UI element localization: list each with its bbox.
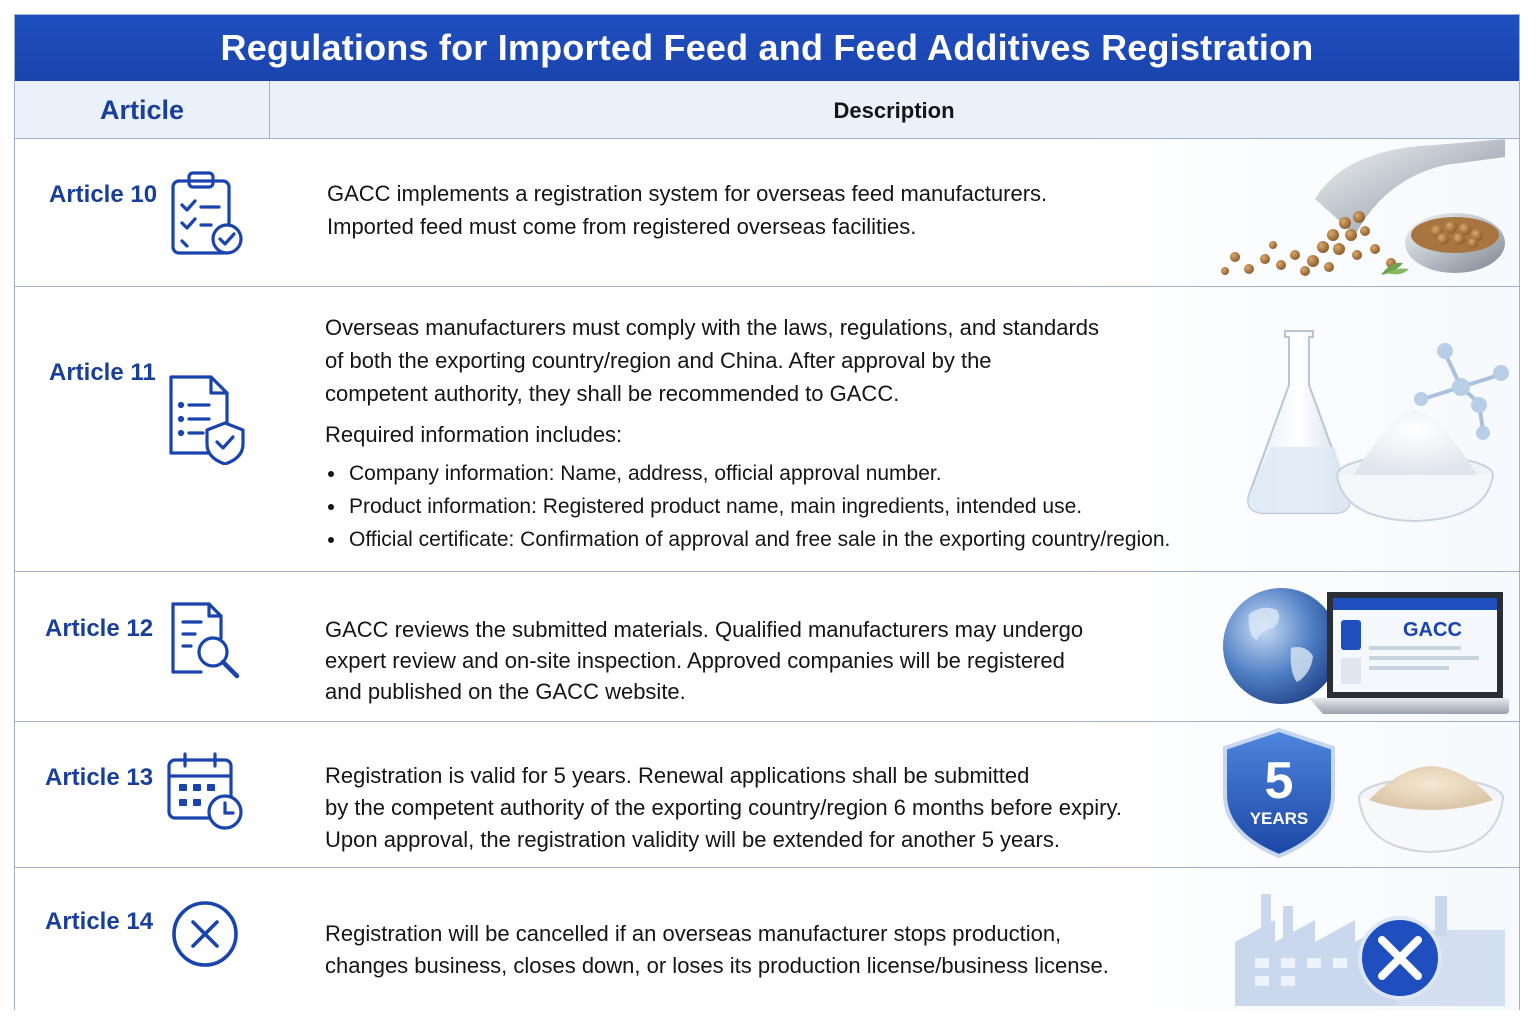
article-label: Article 14 — [45, 908, 154, 935]
badge-unit: YEARS — [1249, 809, 1309, 828]
required-info-heading: Required information includes: — [325, 422, 623, 447]
badge-number: 5 — [1264, 752, 1294, 810]
description-line: by the competent authority of the exporting country/region 6 months before expiry. — [325, 795, 1122, 820]
circle-x-icon — [169, 898, 241, 975]
required-info-list — [325, 457, 1170, 556]
clipboard-checklist-icon — [167, 169, 247, 266]
page-title: Regulations for Imported Feed and Feed Additives Registration — [15, 15, 1519, 81]
table-row-article-10 — [15, 139, 1519, 287]
row-description — [325, 614, 1083, 707]
feed-pellets-illustration — [1205, 139, 1510, 290]
description-line: Registration is valid for 5 years. Renewal applications shall be submitted — [325, 763, 1030, 788]
article-label: Article 11 — [49, 359, 156, 386]
description-line: and published on the GACC website. — [325, 679, 686, 704]
row-description — [325, 760, 1122, 856]
calendar-clock-icon — [165, 750, 249, 839]
column-header-description: Description — [833, 97, 955, 123]
description-line: GACC reviews the submitted materials. Qualified manufacturers may undergo — [325, 617, 1084, 642]
shield-badge-illustration — [1209, 726, 1509, 867]
table-header-row — [15, 81, 1519, 139]
article-label: Article 12 — [45, 615, 154, 642]
description-line: changes business, closes down, or loses its production license/business license. — [325, 953, 1109, 978]
description-line: GACC implements a registration system for overseas feed manufacturers. — [327, 181, 1048, 206]
row-description — [325, 311, 1170, 556]
laptop-screen-text: GACC — [1403, 619, 1462, 641]
table-row-article-14 — [15, 868, 1519, 1011]
description-line: of both the exporting country/region and China. After approval by the — [325, 348, 992, 373]
row-description — [327, 177, 1047, 243]
row-description — [325, 918, 1109, 982]
description-line: Overseas manufacturers must comply with the laws, regulations, and standards — [325, 315, 1100, 340]
globe-laptop-illustration — [1209, 574, 1509, 725]
description-line: expert review and on-site inspection. Approved companies will be registered — [325, 648, 1065, 673]
document-shield-icon — [165, 371, 249, 470]
description-line: Registration will be cancelled if an overseas manufacturer stops production, — [325, 921, 1062, 946]
list-item: • Official certificate: Confirmation of approval and free sale in the exporting country/region. — [347, 523, 1170, 556]
article-label: Article 13 — [45, 764, 154, 791]
article-label: Article 10 — [49, 181, 158, 208]
factory-cancelled-illustration — [1225, 876, 1515, 1011]
list-item: • Company information: Name, address, official approval number. — [347, 457, 1170, 490]
table-row-article-11 — [15, 287, 1519, 572]
list-item: • Product information: Registered product name, main ingredients, intended use. — [347, 490, 1170, 523]
regulations-table — [14, 14, 1520, 1010]
column-header-article: Article — [99, 94, 185, 125]
description-line: Imported feed must come from registered overseas facilities. — [327, 214, 917, 239]
flask-powder-illustration — [1247, 327, 1517, 542]
table-row-article-13 — [15, 722, 1519, 868]
table-row-article-12 — [15, 572, 1519, 722]
document-search-icon — [167, 600, 247, 685]
description-line: competent authority, they shall be recommended to GACC. — [325, 381, 900, 406]
description-line: Upon approval, the registration validity will be extended for another 5 years. — [325, 827, 1060, 852]
